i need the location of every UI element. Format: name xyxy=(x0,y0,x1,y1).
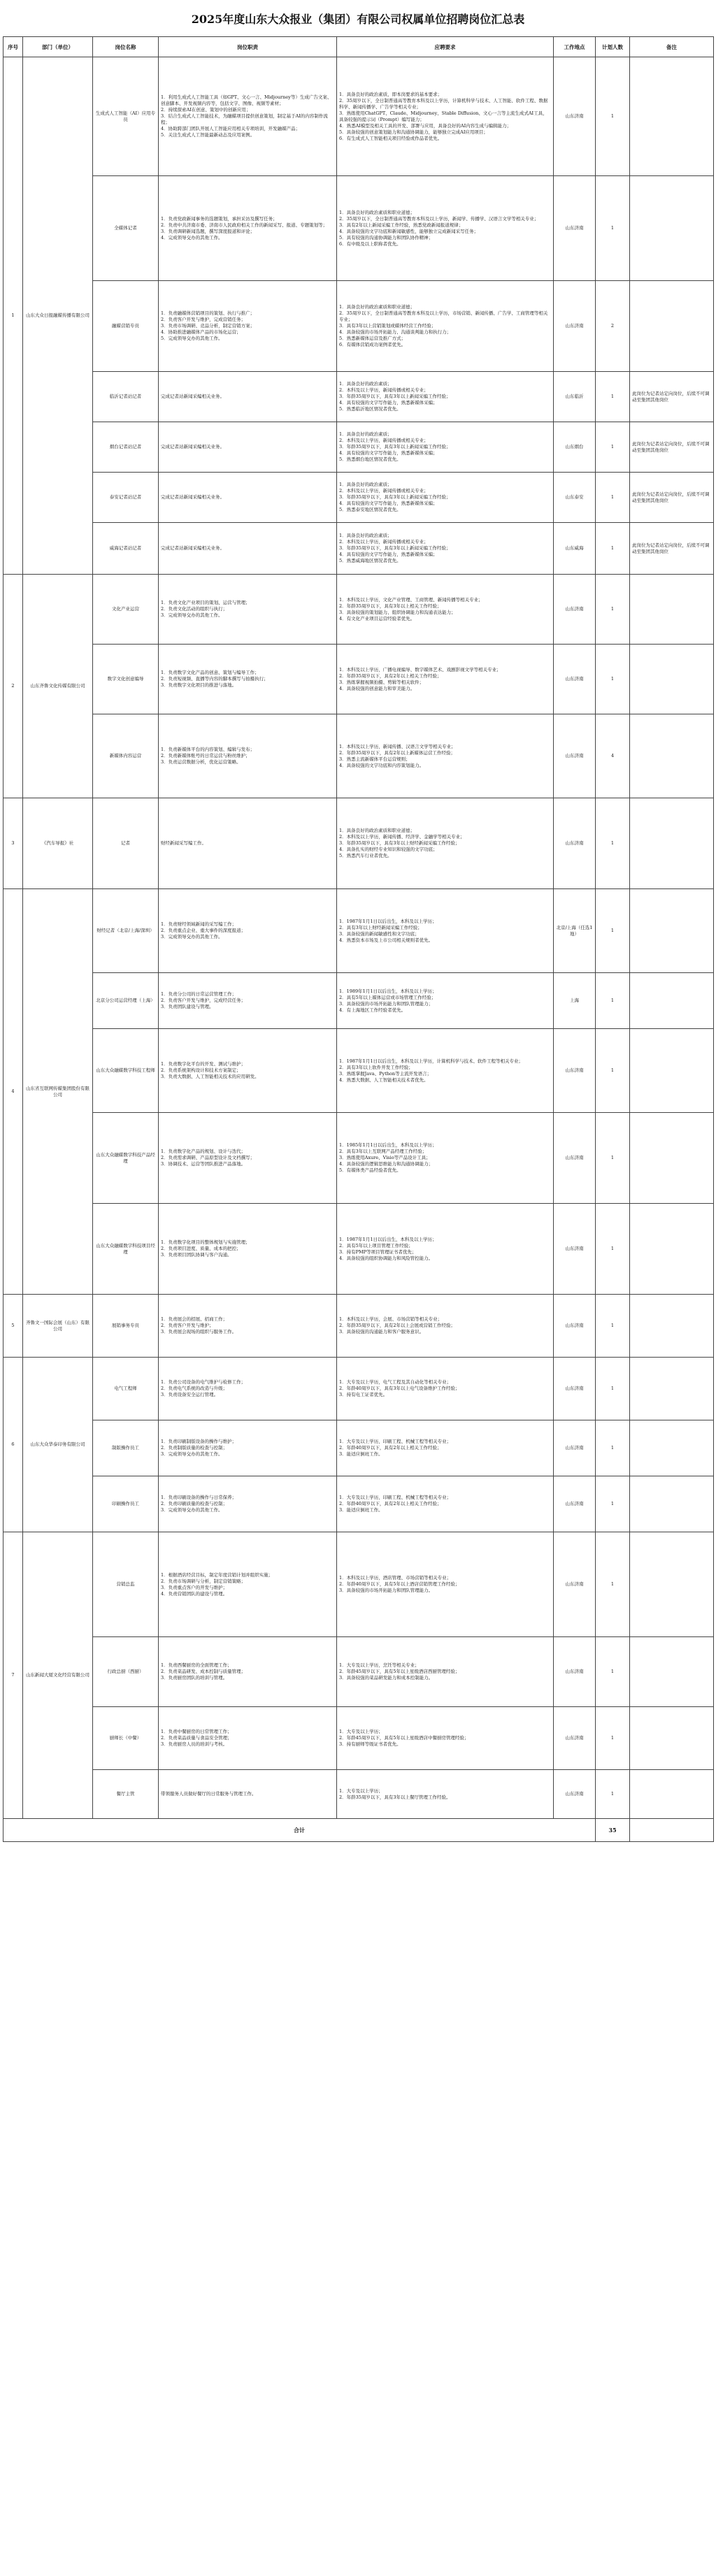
row-seq: 5 xyxy=(3,1295,23,1358)
row-position: 餐厅主管 xyxy=(93,1770,159,1819)
row-location: 山东济南 xyxy=(554,1476,596,1532)
row-location: 山东济南 xyxy=(554,176,596,281)
row-headcount: 1 xyxy=(596,798,630,889)
row-duties: 1．负责印刷制版设备的操作与维护； 2．负责制版质量的检查与控制； 3．完成领导交办的其他工作。 xyxy=(159,1420,337,1476)
total-remark xyxy=(630,1819,714,1842)
row-position: 烟台记者站记者 xyxy=(93,422,159,473)
row-location: 山东济南 xyxy=(554,1113,596,1204)
row-requirements: 1．1987年1月1日以后出生，本科及以上学历，计算机科学与技术、软件工程等相关专业； 2．具有3年以上软件开发工作经验； 3．熟练掌握Java、Python等主流开发语言； 4．熟悉大数据、人工智能相关技术者优先。 xyxy=(337,1029,554,1113)
row-remark xyxy=(630,176,714,281)
row-location: 山东泰安 xyxy=(554,473,596,523)
row-duties: 完成记者站新闻采编相关业务。 xyxy=(159,372,337,422)
table-row xyxy=(3,1029,714,1113)
row-remark: 此岗位为记者站定向岗位，后续不可调动至集团其他岗位 xyxy=(630,523,714,575)
row-requirements: 1．具备良好的政治素质； 2．本科及以上学历，新闻传播或相关专业； 3．年龄35周岁以下，具有3年以上新闻采编工作经验； 4．具有较强的文字写作能力，熟悉新媒体采编； 5．熟悉临沂地区情况者优先。 xyxy=(337,372,554,422)
row-duties: 带领服务人员做好餐厅的日常服务与管理工作。 xyxy=(159,1770,337,1819)
row-remark xyxy=(630,1113,714,1204)
row-position: 泰安记者站记者 xyxy=(93,473,159,523)
row-duties: 1．负责融媒体营销项目的策划、执行与推广； 2．负责客户开发与维护，完成营销任务； 3．负责市场调研、竞品分析，制定营销方案； 4．协助推进融媒体产品的市场化运营； 5．完成领导交办的其他工作。 xyxy=(159,281,337,372)
row-remark: 此岗位为记者站定向岗位，后续不可调动至集团其他岗位 xyxy=(630,473,714,523)
row-duties: 1．利用生成式人工智能工具（如GPT、文心一言、Midjourney等）生成广告文案、创意脚本、开发视频内容等，包括文字、图像、视频等素材； 2．持续探索AI在创意、策划中的创新应用； 3．结合生成式人工智能技术，为融媒项目提供创意策划，制定基于AI的内容制作流程； 4．协助跨部门团队开展人工智能应用相关专项培训，开发融媒产品； 5．关注生成式人工智能最新动态及应用案例。 xyxy=(159,57,337,176)
row-position: 山东大众融媒数字科技产品经理 xyxy=(93,1113,159,1204)
row-requirements: 1．本科及以上学历，广播电视编导、数字媒体艺术、戏剧影视文学等相关专业； 2．年龄35周岁以下，具有2年以上相关工作经验； 3．熟练掌握视频拍摄、剪辑等相关软件； 4．具备较强的创意能力和审美能力。 xyxy=(337,645,554,714)
row-headcount: 1 xyxy=(596,1476,630,1532)
row-position: 行政总厨（西厨） xyxy=(93,1637,159,1707)
row-headcount: 1 xyxy=(596,1420,630,1476)
row-position: 北京分公司运营经理（上海） xyxy=(93,973,159,1029)
row-requirements: 1．本科及以上学历，新闻传播、汉语言文学等相关专业； 2．年龄35周岁以下，具有2年以上新媒体运营工作经验； 3．熟悉主流新媒体平台运营规则； 4．具备较强的文字功底和内容策划能力。 xyxy=(337,714,554,798)
total-value: 35 xyxy=(596,1819,630,1842)
row-requirements: 1．1989年1月1日以后出生，本科及以上学历； 2．具有5年以上媒体运营或市场管理工作经验； 3．具备较强的市场开拓能力和团队管理能力； 4．有上海地区工作经验者优先。 xyxy=(337,973,554,1029)
table-row xyxy=(3,372,714,422)
row-headcount: 1 xyxy=(596,645,630,714)
row-remark: 此岗位为记者站定向岗位，后续不可调动至集团其他岗位 xyxy=(630,422,714,473)
row-duties: 1．负责数字文化产品的创意、策划与编导工作； 2．负责短视频、直播等内容的脚本撰写与拍摄执行； 3．负责数字文化项目的推进与落地。 xyxy=(159,645,337,714)
row-remark xyxy=(630,1029,714,1113)
page-title: 2025年度山东大众报业（集团）有限公司权属单位招聘岗位汇总表 xyxy=(191,13,525,26)
row-location: 山东济南 xyxy=(554,798,596,889)
row-remark xyxy=(630,1204,714,1295)
row-requirements: 1．具备良好的政治素质和职业道德； 2．35周岁以下，全日制普通高等教育本科及以上学历，新闻学、传播学、汉语言文学等相关专业； 3．具有2年以上新闻采编工作经验，熟悉党政新闻报道规律； 4．具备较强的文字功底和新闻敏感性，能够独立完成新闻采写任务； 5．具有较强的沟通协调能力和团队协作精神； 6．有中级及以上职称者优先。 xyxy=(337,176,554,281)
row-position: 财经记者（北京/上海/深圳） xyxy=(93,889,159,973)
row-headcount: 1 xyxy=(596,973,630,1029)
row-location: 山东济南 xyxy=(554,1295,596,1358)
row-requirements: 1．具备良好的政治素质； 2．本科及以上学历，新闻传播或相关专业； 3．年龄35周岁以下，具有3年以上新闻采编工作经验； 4．具有较强的文字写作能力，熟悉新媒体采编； 5．熟悉烟台地区情况者优先。 xyxy=(337,422,554,473)
row-requirements: 1．大专及以上学历； 2．年龄35周岁以下，具有3年以上餐厅管理工作经验。 xyxy=(337,1770,554,1819)
row-location: 山东威海 xyxy=(554,523,596,575)
row-requirements: 1．大专及以上学历，印刷工程、机械工程等相关专业； 2．年龄40周岁以下，具有2年以上相关工作经验； 3．能适应倒班工作。 xyxy=(337,1476,554,1532)
row-duties: 1．根据酒店经营目标，制定年度营销计划并组织实施； 2．负责市场调研与分析，制定营销策略； 3．负责重点客户的开发与维护； 4．负责营销团队的建设与管理。 xyxy=(159,1532,337,1637)
row-location: 上海 xyxy=(554,973,596,1029)
row-headcount: 2 xyxy=(596,281,630,372)
row-requirements: 1．具备良好的政治素质； 2．本科及以上学历，新闻传播或相关专业； 3．年龄35周岁以下，具有3年以上新闻采编工作经验； 4．具有较强的文字写作能力，熟悉新媒体采编； 5．熟悉泰安地区情况者优先。 xyxy=(337,473,554,523)
row-remark xyxy=(630,645,714,714)
row-headcount: 1 xyxy=(596,1532,630,1637)
row-duties: 完成记者站新闻采编相关业务。 xyxy=(159,422,337,473)
row-position: 文化产业运营 xyxy=(93,575,159,645)
row-headcount: 1 xyxy=(596,1358,630,1420)
row-headcount: 1 xyxy=(596,1770,630,1819)
row-dept: 《汽车导报》社 xyxy=(23,798,93,889)
row-seq: 1 xyxy=(3,57,23,575)
table-row xyxy=(3,281,714,372)
row-seq: 4 xyxy=(3,889,23,1295)
row-headcount: 1 xyxy=(596,473,630,523)
row-dept: 山东齐鲁文化传媒有限公司 xyxy=(23,575,93,798)
row-remark xyxy=(630,1637,714,1707)
table-row xyxy=(3,1358,714,1420)
row-duties: 1．负责公司设备的电气维护与检修工作； 2．负责电气系统的改造与升级； 3．负责设备安全运行管理。 xyxy=(159,1358,337,1420)
table-row xyxy=(3,645,714,714)
total-label: 合计 xyxy=(3,1819,596,1842)
row-position: 融媒营销专员 xyxy=(93,281,159,372)
row-location: 山东济南 xyxy=(554,714,596,798)
recruitment-table xyxy=(3,36,714,1842)
header-dept: 部门（单位） xyxy=(23,37,93,57)
table-row xyxy=(3,714,714,798)
row-dept: 山东省互联网传媒集团股份有限公司 xyxy=(23,889,93,1295)
row-headcount: 1 xyxy=(596,372,630,422)
header-seq: 序号 xyxy=(3,37,23,57)
header-requirements: 应聘要求 xyxy=(337,37,554,57)
row-location: 山东济南 xyxy=(554,1532,596,1637)
row-duties: 1．负责印刷设备的操作与日常保养； 2．负责印刷质量的检查与控制； 3．完成领导交办的其他工作。 xyxy=(159,1476,337,1532)
table-row xyxy=(3,575,714,645)
row-remark: 此岗位为记者站定向岗位，后续不可调动至集团其他岗位 xyxy=(630,372,714,422)
row-headcount: 1 xyxy=(596,523,630,575)
table-row xyxy=(3,1637,714,1707)
row-headcount: 1 xyxy=(596,575,630,645)
total-row xyxy=(3,1819,714,1842)
table-row xyxy=(3,1204,714,1295)
row-headcount: 1 xyxy=(596,176,630,281)
table-row xyxy=(3,798,714,889)
row-duties: 1．负责西餐厨房的全面管理工作； 2．负责菜品研发、成本控制与质量管理； 3．负责厨房团队的培训与管理。 xyxy=(159,1637,337,1707)
row-location: 山东济南 xyxy=(554,1420,596,1476)
row-position: 展销事务专员 xyxy=(93,1295,159,1358)
row-dept: 山东新闻大厦文化经营有限公司 xyxy=(23,1532,93,1819)
row-remark xyxy=(630,973,714,1029)
row-requirements: 1．大专及以上学历，印刷工程、机械工程等相关专业； 2．年龄40周岁以下，具有2年以上相关工作经验； 3．能适应倒班工作。 xyxy=(337,1420,554,1476)
table-row xyxy=(3,973,714,1029)
row-headcount: 1 xyxy=(596,57,630,176)
row-location: 山东济南 xyxy=(554,281,596,372)
row-duties: 完成记者站新闻采编相关业务。 xyxy=(159,523,337,575)
row-headcount: 4 xyxy=(596,714,630,798)
row-position: 临沂记者站记者 xyxy=(93,372,159,422)
header-remarks: 备注 xyxy=(630,37,714,57)
row-duties: 财经新闻采写编工作。 xyxy=(159,798,337,889)
row-seq: 3 xyxy=(3,798,23,889)
row-position: 制版操作员工 xyxy=(93,1420,159,1476)
row-seq: 7 xyxy=(3,1532,23,1819)
table-row xyxy=(3,889,714,973)
row-headcount: 1 xyxy=(596,1029,630,1113)
row-remark xyxy=(630,1476,714,1532)
row-headcount: 1 xyxy=(596,422,630,473)
header-duties: 岗位职责 xyxy=(159,37,337,57)
row-position: 印刷操作员工 xyxy=(93,1476,159,1532)
row-location: 山东济南 xyxy=(554,575,596,645)
table-row xyxy=(3,1532,714,1637)
row-location: 山东济南 xyxy=(554,645,596,714)
row-remark xyxy=(630,57,714,176)
row-duties: 1．负责财经领域新闻的采写编工作； 2．负责重点企业、重大事件的深度报道； 3．完成领导交办的其他工作。 xyxy=(159,889,337,973)
row-position: 数字文化创意编导 xyxy=(93,645,159,714)
table-row xyxy=(3,1113,714,1204)
row-dept: 山东大众华泰印务有限公司 xyxy=(23,1358,93,1532)
row-location: 山东济南 xyxy=(554,1204,596,1295)
row-location: 山东济南 xyxy=(554,1770,596,1819)
row-requirements: 1．大专及以上学历，电气工程及其自动化等相关专业； 2．年龄40周岁以下，具有3年以上电气设备维护工作经验； 3．持有电工证者优先。 xyxy=(337,1358,554,1420)
row-duties: 完成记者站新闻采编相关业务。 xyxy=(159,473,337,523)
row-seq: 6 xyxy=(3,1358,23,1532)
table-row xyxy=(3,1420,714,1476)
row-remark xyxy=(630,1295,714,1358)
row-location: 山东济南 xyxy=(554,1358,596,1420)
row-remark xyxy=(630,1707,714,1770)
row-remark xyxy=(630,798,714,889)
row-remark xyxy=(630,1420,714,1476)
row-dept: 山东大众日报融媒传播有限公司 xyxy=(23,57,93,575)
row-location: 山东临沂 xyxy=(554,372,596,422)
row-duties: 1．负责数字化平台的开发、测试与维护； 2．负责系统架构设计和技术方案制定； 3．负责大数据、人工智能相关技术的应用研发。 xyxy=(159,1029,337,1113)
row-location: 山东济南 xyxy=(554,1029,596,1113)
row-headcount: 1 xyxy=(596,1707,630,1770)
row-requirements: 1．具备良好的政治素质和职业道德； 2．35周岁以下，全日制普通高等教育本科及以上学历，市场营销、新闻传播、广告学、工商管理等相关专业； 3．具有3年以上营销策划或媒体经营工作经验； 4．具备较强的市场开拓能力、沟通谈判能力和执行力； 5．熟悉新媒体运营及推广方式； 6．有媒体营销成功案例者优先。 xyxy=(337,281,554,372)
row-requirements: 1．1985年1月1日以后出生，本科及以上学历； 2．具有3年以上互联网产品经理工作经验； 3．熟练使用Axure、Visio等产品设计工具； 4．具备较强的逻辑思维能力和沟通协调能力； 5．有媒体类产品经验者优先。 xyxy=(337,1113,554,1204)
row-location: 山东济南 xyxy=(554,1637,596,1707)
header-location: 工作地点 xyxy=(554,37,596,57)
row-requirements: 1．具备良好的政治素质，即本岗要求的基本要求； 2．35周岁以下，全日制普通高等教育本科及以上学历，计算机科学与技术、人工智能、软件工程、数据科学、新闻传播学、广告学等相关专业； 3．熟练使用ChatGPT、Claude、Midjourney、Stable Diffusion、文心一言等主流生成式AI工具，具备较强的提示词（Prompt）编写能力； 4．熟悉AI模型及相关工具的开发、部署与应用，具备良好的AI内容生成与编辑能力； 5．具备较强的创意策划能力和沟通协调能力，能够独立完成AI应用项目； 6．有生成式人工智能相关项目经验或作品者优先。 xyxy=(337,57,554,176)
table-row xyxy=(3,1770,714,1819)
row-requirements: 1．具备良好的政治素质； 2．本科及以上学历，新闻传播或相关专业； 3．年龄35周岁以下，具有3年以上新闻采编工作经验； 4．具有较强的文字写作能力，熟悉新媒体采编； 5．熟悉威海地区情况者优先。 xyxy=(337,523,554,575)
row-duties: 1．负责文化产业项目的策划、运营与管理； 2．负责文化活动的组织与执行； 3．完成领导交办的其他工作。 xyxy=(159,575,337,645)
row-position: 全媒体记者 xyxy=(93,176,159,281)
row-location: 山东济南 xyxy=(554,57,596,176)
row-position: 厨师长（中餐） xyxy=(93,1707,159,1770)
table-row xyxy=(3,176,714,281)
row-headcount: 1 xyxy=(596,889,630,973)
row-position: 电气工程师 xyxy=(93,1358,159,1420)
row-remark xyxy=(630,575,714,645)
row-position: 营销总监 xyxy=(93,1532,159,1637)
row-requirements: 1．1987年1月1日以后出生，本科及以上学历； 2．具有5年以上项目管理工作经验； 3．持有PMP等项目管理证书者优先； 4．具备较强的组织协调能力和风险管控能力。 xyxy=(337,1204,554,1295)
table-row xyxy=(3,473,714,523)
table-row xyxy=(3,523,714,575)
header-position: 岗位名称 xyxy=(93,37,159,57)
row-requirements: 1．本科及以上学历，文化产业管理、工商管理、新闻传播等相关专业； 2．年龄35周岁以下，具有3年以上相关工作经验； 3．具备较强的策划能力、组织协调能力和沟通表达能力； 4．有文化产业项目运营经验者优先。 xyxy=(337,575,554,645)
row-position: 威海记者站记者 xyxy=(93,523,159,575)
row-position: 山东大众融媒数字科技项目经理 xyxy=(93,1204,159,1295)
row-duties: 1．负责数字化项目的整体规划与实施管理； 2．负责项目进度、质量、成本的把控； 3．负责项目团队协调与客户沟通。 xyxy=(159,1204,337,1295)
row-position: 生成式人工智能（AI）应用专员 xyxy=(93,57,159,176)
row-remark xyxy=(630,714,714,798)
row-duties: 1．负责展会的招展、招商工作； 2．负责客户开发与维护； 3．负责展会现场的组织与服务工作。 xyxy=(159,1295,337,1358)
row-location: 山东济南 xyxy=(554,1707,596,1770)
row-remark xyxy=(630,889,714,973)
row-position: 记者 xyxy=(93,798,159,889)
row-remark xyxy=(630,1532,714,1637)
header-headcount: 计划人数 xyxy=(596,37,630,57)
table-header-row xyxy=(3,37,714,57)
row-seq: 2 xyxy=(3,575,23,798)
row-duties: 1．负责新媒体平台的内容策划、编辑与发布； 2．负责新媒体账号的日常运营与粉丝维护； 3．负责运营数据分析，优化运营策略。 xyxy=(159,714,337,798)
row-headcount: 1 xyxy=(596,1204,630,1295)
row-remark xyxy=(630,281,714,372)
row-location: 北京/上海（任选1地） xyxy=(554,889,596,973)
row-requirements: 1．本科及以上学历，会展、市场营销等相关专业； 2．年龄35周岁以下，具有2年以上会展或营销工作经验； 3．具备较强的沟通能力和客户服务意识。 xyxy=(337,1295,554,1358)
row-headcount: 1 xyxy=(596,1295,630,1358)
table-row xyxy=(3,57,714,176)
row-duties: 1．负责中餐厨房的日常管理工作； 2．负责菜品质量与食品安全管理； 3．负责厨房人员的培训与考核。 xyxy=(159,1707,337,1770)
row-position: 新媒体内容运营 xyxy=(93,714,159,798)
row-position: 山东大众融媒数字科技工程师 xyxy=(93,1029,159,1113)
table-row xyxy=(3,1295,714,1358)
table-row xyxy=(3,422,714,473)
row-remark xyxy=(630,1770,714,1819)
row-duties: 1．负责分公司的日常运营管理工作； 2．负责客户开发与维护，完成经营任务； 3．负责团队建设与管理。 xyxy=(159,973,337,1029)
row-requirements: 1．大专及以上学历； 2．年龄45周岁以下，具有5年以上星级酒店中餐厨房管理经验； 3．持有厨师等级证书者优先。 xyxy=(337,1707,554,1770)
row-duties: 1．负责数字化产品的规划、设计与迭代； 2．负责需求调研、产品原型设计及文档撰写； 3．协调技术、运营等团队推进产品落地。 xyxy=(159,1113,337,1204)
row-requirements: 1．具备良好的政治素质和职业道德； 2．本科及以上学历，新闻传播、经济学、金融学等相关专业； 3．年龄35周岁以下，具有3年以上财经新闻采编工作经验； 4．具备扎实的财经专业知识和较强的文字功底； 5．熟悉汽车行业者优先。 xyxy=(337,798,554,889)
row-dept: 齐鲁文一国际会展（山东）有限公司 xyxy=(23,1295,93,1358)
row-duties: 1．负责党政新闻事务的选题策划，承担采访及撰写任务； 2．负责中共济南市委、济南市人民政府相关工作的新闻采写、报道、专题策划等； 3．负责调研新闻选题，撰写深度报道和评论； 4．完成领导交办的其他工作。 xyxy=(159,176,337,281)
row-headcount: 1 xyxy=(596,1637,630,1707)
row-headcount: 1 xyxy=(596,1113,630,1204)
table-row xyxy=(3,1707,714,1770)
row-location: 山东烟台 xyxy=(554,422,596,473)
row-requirements: 1．1987年1月1日以后出生，本科及以上学历； 2．具有3年以上财经新闻采编工作经验； 3．具备较强的新闻敏感性和文字功底； 4．熟悉资本市场及上市公司相关规则者优先。 xyxy=(337,889,554,973)
row-requirements: 1．本科及以上学历，酒店管理、市场营销等相关专业； 2．年龄40周岁以下，具有5年以上酒店营销管理工作经验； 3．具备较强的市场开拓能力和团队管理能力。 xyxy=(337,1532,554,1637)
table-row xyxy=(3,1476,714,1532)
row-requirements: 1．大专及以上学历，烹饪等相关专业； 2．年龄45周岁以下，具有5年以上星级酒店西厨管理经验； 3．具备较强的菜品研发能力和成本控制能力。 xyxy=(337,1637,554,1707)
row-remark xyxy=(630,1358,714,1420)
